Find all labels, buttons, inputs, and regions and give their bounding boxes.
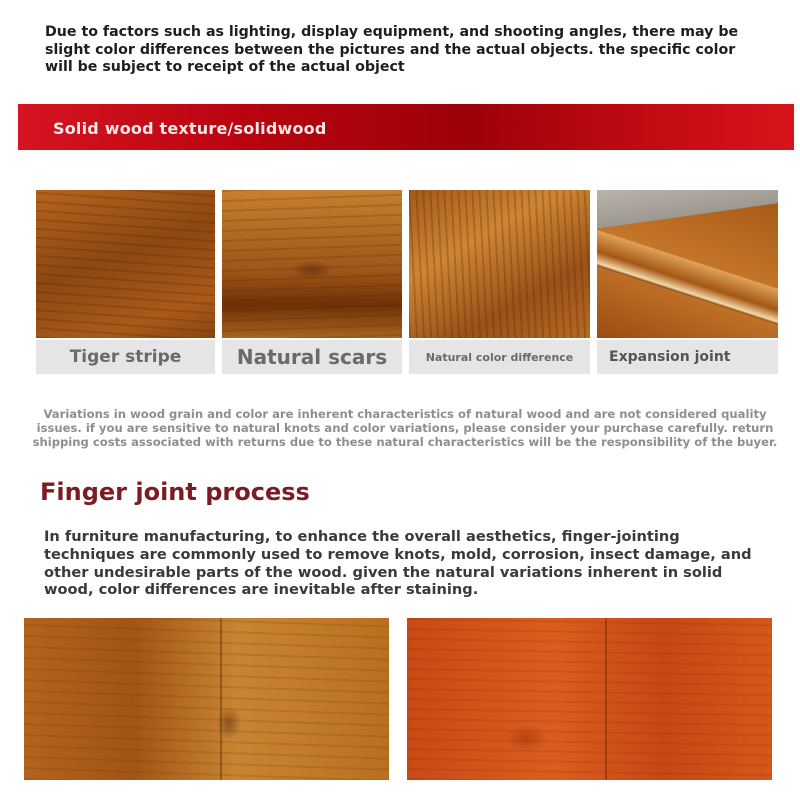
finger-joint-heading: Finger joint process <box>40 478 310 506</box>
tiger-stripe-swatch <box>36 190 215 338</box>
tiger-stripe-label: Tiger stripe <box>36 340 215 374</box>
finger-joint-seam <box>220 618 222 780</box>
expansion-joint-label: Expansion joint <box>597 340 778 374</box>
expansion-joint-swatch <box>597 190 778 338</box>
natural-wood-disclaimer: Variations in wood grain and color are inherent characteristics of natural wood and are not considered quality issues. if you are sensitive to natural knots and color variations, please consider your purchase carefully. return shipping costs associated with returns due to these natural characteristics will be the responsibility of the buyer. <box>32 407 778 449</box>
natural-color-difference-label: Natural color difference <box>409 340 590 374</box>
joint-edge <box>597 230 778 325</box>
natural-color-difference-swatch <box>409 190 590 338</box>
banner-title: Solid wood texture/solidwood <box>53 119 327 138</box>
solid-wood-banner <box>18 104 794 150</box>
finger-joint-seam <box>605 618 607 780</box>
natural-scars-label: Natural scars <box>222 340 402 374</box>
natural-scars-swatch <box>222 190 402 338</box>
finger-joint-natural-photo <box>24 618 389 780</box>
color-notice: Due to factors such as lighting, display equipment, and shooting angles, there may be slight color differences between the pictures and the actual objects. the specific color will be subject to receipt of the actual object <box>45 24 739 75</box>
finger-joint-description: In furniture manufacturing, to enhance the overall aesthetics, finger-jointing techniques are commonly used to remove knots, mold, corrosion, insect damage, and other undesirable parts of the wood. given the natural variations inherent in solid wood, color differences are inevitable after staining. <box>44 528 752 599</box>
finger-joint-stained-photo <box>407 618 772 780</box>
